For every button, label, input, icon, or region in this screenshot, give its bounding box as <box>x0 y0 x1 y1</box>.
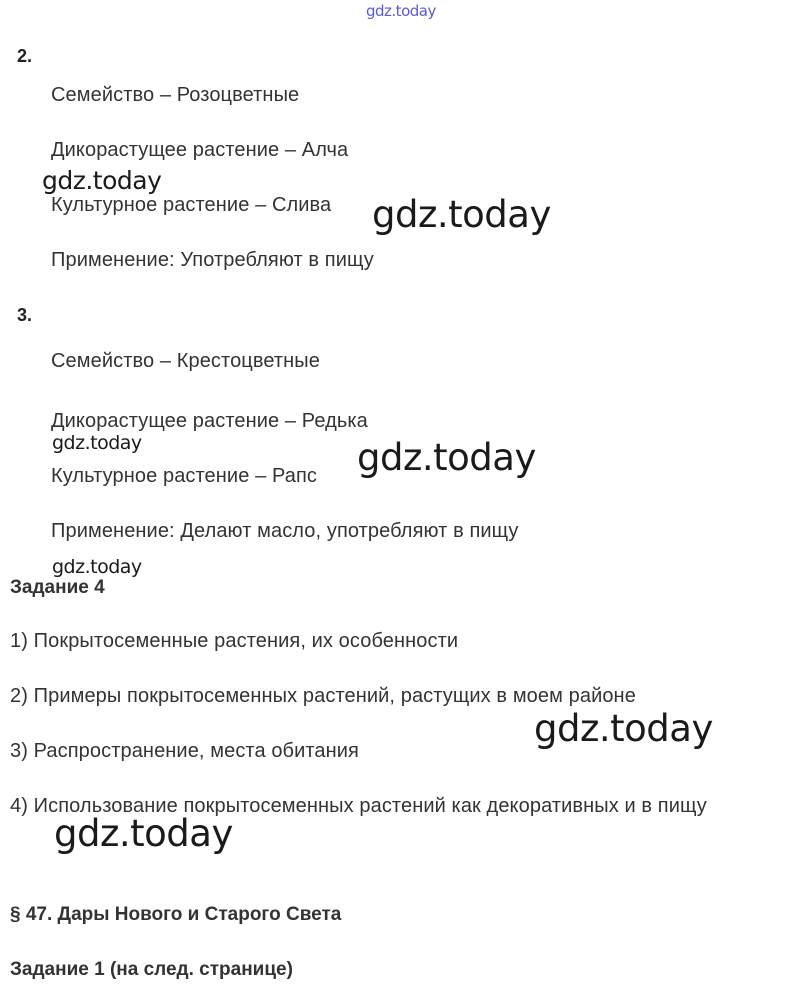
item-2-family: Семейство – Розоцветные <box>51 84 300 106</box>
item-2-use: Применение: Употребляют в пищу <box>51 249 374 271</box>
item-3-family: Семейство – Крестоцветные <box>51 350 321 372</box>
section-title: § 47. Дары Нового и Старого Света <box>10 904 342 925</box>
item-3-cultivated-plant: Культурное растение – Рапс <box>51 465 317 487</box>
task-4-item-1: 1) Покрытосеменные растения, их особенности <box>10 630 459 652</box>
watermark: gdz.today <box>534 707 713 750</box>
task-4-item-4: 4) Использование покрытосеменных растений как декоративных и в пищу <box>10 795 707 817</box>
watermark-top: gdz.today <box>366 2 436 20</box>
watermark: gdz.today <box>42 166 162 195</box>
watermark: gdz.today <box>372 193 551 236</box>
watermark: gdz.today <box>52 432 142 454</box>
item-2-number: 2. <box>17 46 33 66</box>
item-3-number: 3. <box>17 305 33 325</box>
item-3-use: Применение: Делают масло, употребляют в пищу <box>51 520 519 542</box>
item-2-wild-plant: Дикорастущее растение – Алча <box>51 139 349 161</box>
task-4-item-3: 3) Распространение, места обитания <box>10 740 359 762</box>
watermark: gdz.today <box>54 812 233 855</box>
item-2-cultivated-plant: Культурное растение – Слива <box>51 194 332 216</box>
watermark: gdz.today <box>52 556 142 578</box>
task-4-item-2: 2) Примеры покрытосеменных растений, растущих в моем районе <box>10 685 636 707</box>
item-3-wild-plant: Дикорастущее растение – Редька <box>51 410 368 432</box>
task-4-title: Задание 4 <box>10 577 105 598</box>
watermark: gdz.today <box>357 436 536 479</box>
task-1-title: Задание 1 (на след. странице) <box>10 959 293 980</box>
